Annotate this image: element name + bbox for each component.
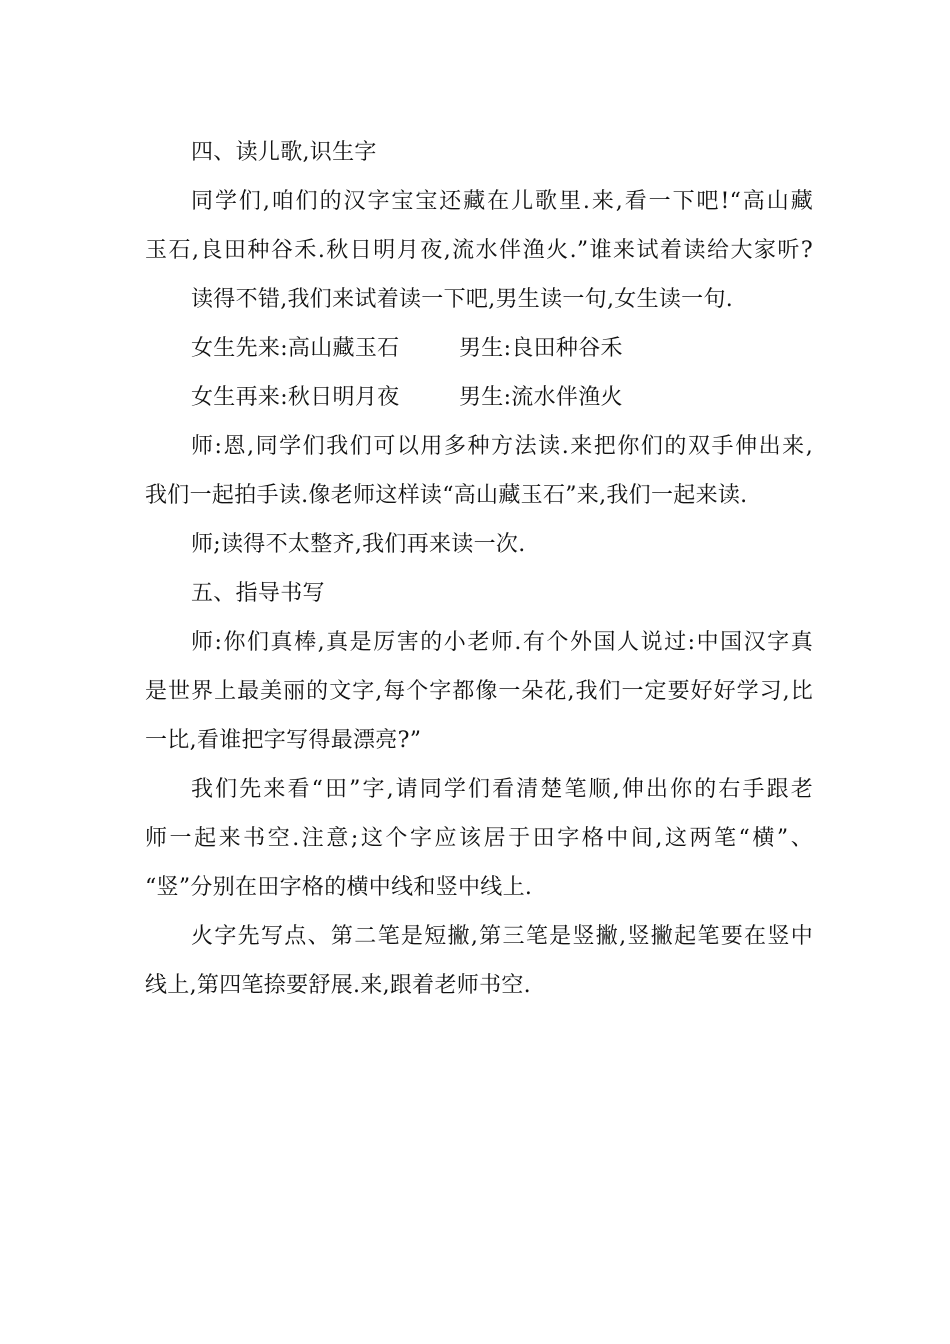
paragraph-line: 火字先写点、第二笔是短撇,第三笔是竖撇,竖撇起笔要在竖中 [191,924,813,949]
reading-pair-row [145,324,813,373]
paragraph-line: 线上,第四笔捺要舒展.来,跟着老师书空. [145,973,531,998]
paragraph-line: 师;读得不太整齐,我们再来读一次. [191,532,526,557]
paragraph-line: 我们一起拍手读.像老师这样读“高山藏玉石”来,我们一起来读. [145,483,748,508]
paragraph-line: 是世界上最美丽的文字,每个字都像一朵花,我们一定要好好学习,比 [145,679,813,704]
paragraph-line: “竖”分别在田字格的横中线和竖中线上. [145,875,533,900]
girls-reading-cue: 女生再来:秋日明月夜 [191,385,400,410]
section-heading-4: 四、读儿歌,识生字 [191,140,377,165]
paragraph-line: 师:你们真棒,真是厉害的小老师.有个外国人说过:中国汉字真 [191,630,813,655]
paragraph-line: 读得不错,我们来试着读一下吧,男生读一句,女生读一句. [191,287,734,312]
paragraph-line: 玉石,良田种谷禾.秋日明月夜,流水伴渔火.”谁来试着读给大家听? [145,238,813,263]
boys-reading-cue: 男生:流水伴渔火 [459,385,623,410]
paragraph-line: 师:恩,同学们我们可以用多种方法读.来把你们的双手伸出来, [191,434,813,459]
paragraph-line: 一比,看谁把字写得最漂亮?” [145,728,422,753]
document-body [145,128,813,1010]
girls-reading-cue: 女生先来:高山藏玉石 [191,336,400,361]
paragraph-line: 师一起来书空.注意;这个字应该居于田字格中间,这两笔“横”、 [145,826,813,851]
reading-pair-row [145,373,813,422]
boys-reading-cue: 男生:良田种谷禾 [459,336,623,361]
paragraph-line: 同学们,咱们的汉字宝宝还藏在儿歌里.来,看一下吧!“高山藏 [191,189,813,214]
paragraph-line: 我们先来看“田”字,请同学们看清楚笔顺,伸出你的右手跟老 [191,777,813,802]
section-heading-5: 五、指导书写 [191,581,325,606]
